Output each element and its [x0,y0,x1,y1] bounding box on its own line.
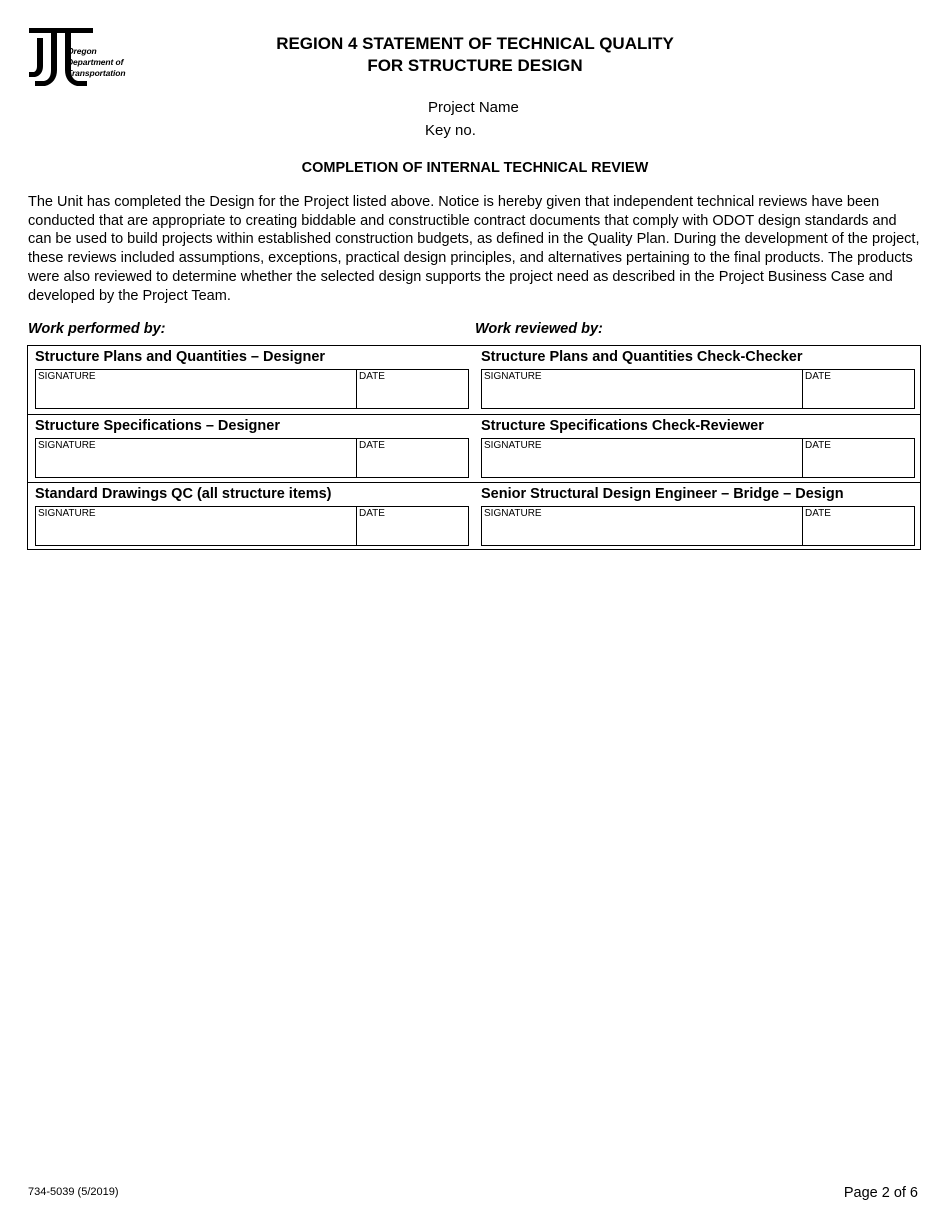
form-number: 734-5039 (5/2019) [28,1186,119,1198]
role-title: Structure Specifications – Designer [35,418,280,434]
signature-table [27,345,921,550]
date-label: DATE [359,371,385,382]
signature-cell [35,346,469,414]
date-field[interactable] [356,370,469,408]
date-label: DATE [805,440,831,451]
signature-field[interactable] [35,369,469,409]
signature-label: SIGNATURE [38,440,96,451]
signature-row [28,414,920,483]
signature-label: SIGNATURE [484,508,542,519]
date-field[interactable] [356,507,469,545]
date-field[interactable] [356,439,469,477]
date-label: DATE [805,371,831,382]
date-label: DATE [805,508,831,519]
signature-field[interactable] [35,438,469,478]
logo-line-1: Oregon [67,46,97,56]
date-field[interactable] [802,507,915,545]
date-label: DATE [359,440,385,451]
signature-cell [481,346,915,414]
signature-cell [481,415,915,483]
signature-cell [35,415,469,483]
logo-wordmark [67,46,125,79]
role-title: Structure Specifications Check-Reviewer [481,418,764,434]
signature-field[interactable] [481,506,915,546]
logo-line-2: Department of [67,57,124,67]
project-name-label: Project Name [428,99,519,116]
work-performed-heading: Work performed by: [28,321,166,337]
odot-logo [27,26,137,88]
page-number: Page 2 of 6 [843,1185,918,1201]
section-heading: COMPLETION OF INTERNAL TECHNICAL REVIEW [301,160,649,176]
role-title: Structure Plans and Quantities Check-Checker [481,349,803,365]
signature-cell [481,483,915,551]
signature-label: SIGNATURE [38,371,96,382]
title-line-1: REGION 4 STATEMENT OF TECHNICAL QUALITY [276,34,674,53]
notice-paragraph: The Unit has completed the Design for the Project listed above. Notice is hereby given that independent technical reviews have been conducted that are appropriate to creating biddable and constructible contract documents that comply with ODOT design standards and can be used to build projects within established construction budgets, as defined in the Quality Plan. During the development of the project, these reviews included assumptions, exceptions, practical design principles, and alternatives pertaining to the final products. The products were also reviewed to determine whether the selected design supports the project need as described in the Project Business Case and developed by the Project Team. [28,194,920,304]
signature-label: SIGNATURE [38,508,96,519]
signature-field[interactable] [481,369,915,409]
signature-label: SIGNATURE [484,440,542,451]
role-title: Senior Structural Design Engineer – Bridge – Design [481,486,844,502]
date-field[interactable] [802,439,915,477]
signature-cell [35,483,469,551]
logo-line-3: Transportation [67,68,126,78]
signature-row [28,482,920,551]
page-title [200,33,750,77]
title-line-2: FOR STRUCTURE DESIGN [367,56,583,75]
key-number-label: Key no. [425,122,476,139]
work-reviewed-heading: Work reviewed by: [475,321,603,337]
date-label: DATE [359,508,385,519]
signature-row [28,346,920,414]
signature-field[interactable] [481,438,915,478]
signature-label: SIGNATURE [484,371,542,382]
date-field[interactable] [802,370,915,408]
role-title: Standard Drawings QC (all structure items) [35,486,332,502]
signature-field[interactable] [35,506,469,546]
role-title: Structure Plans and Quantities – Designer [35,349,326,365]
